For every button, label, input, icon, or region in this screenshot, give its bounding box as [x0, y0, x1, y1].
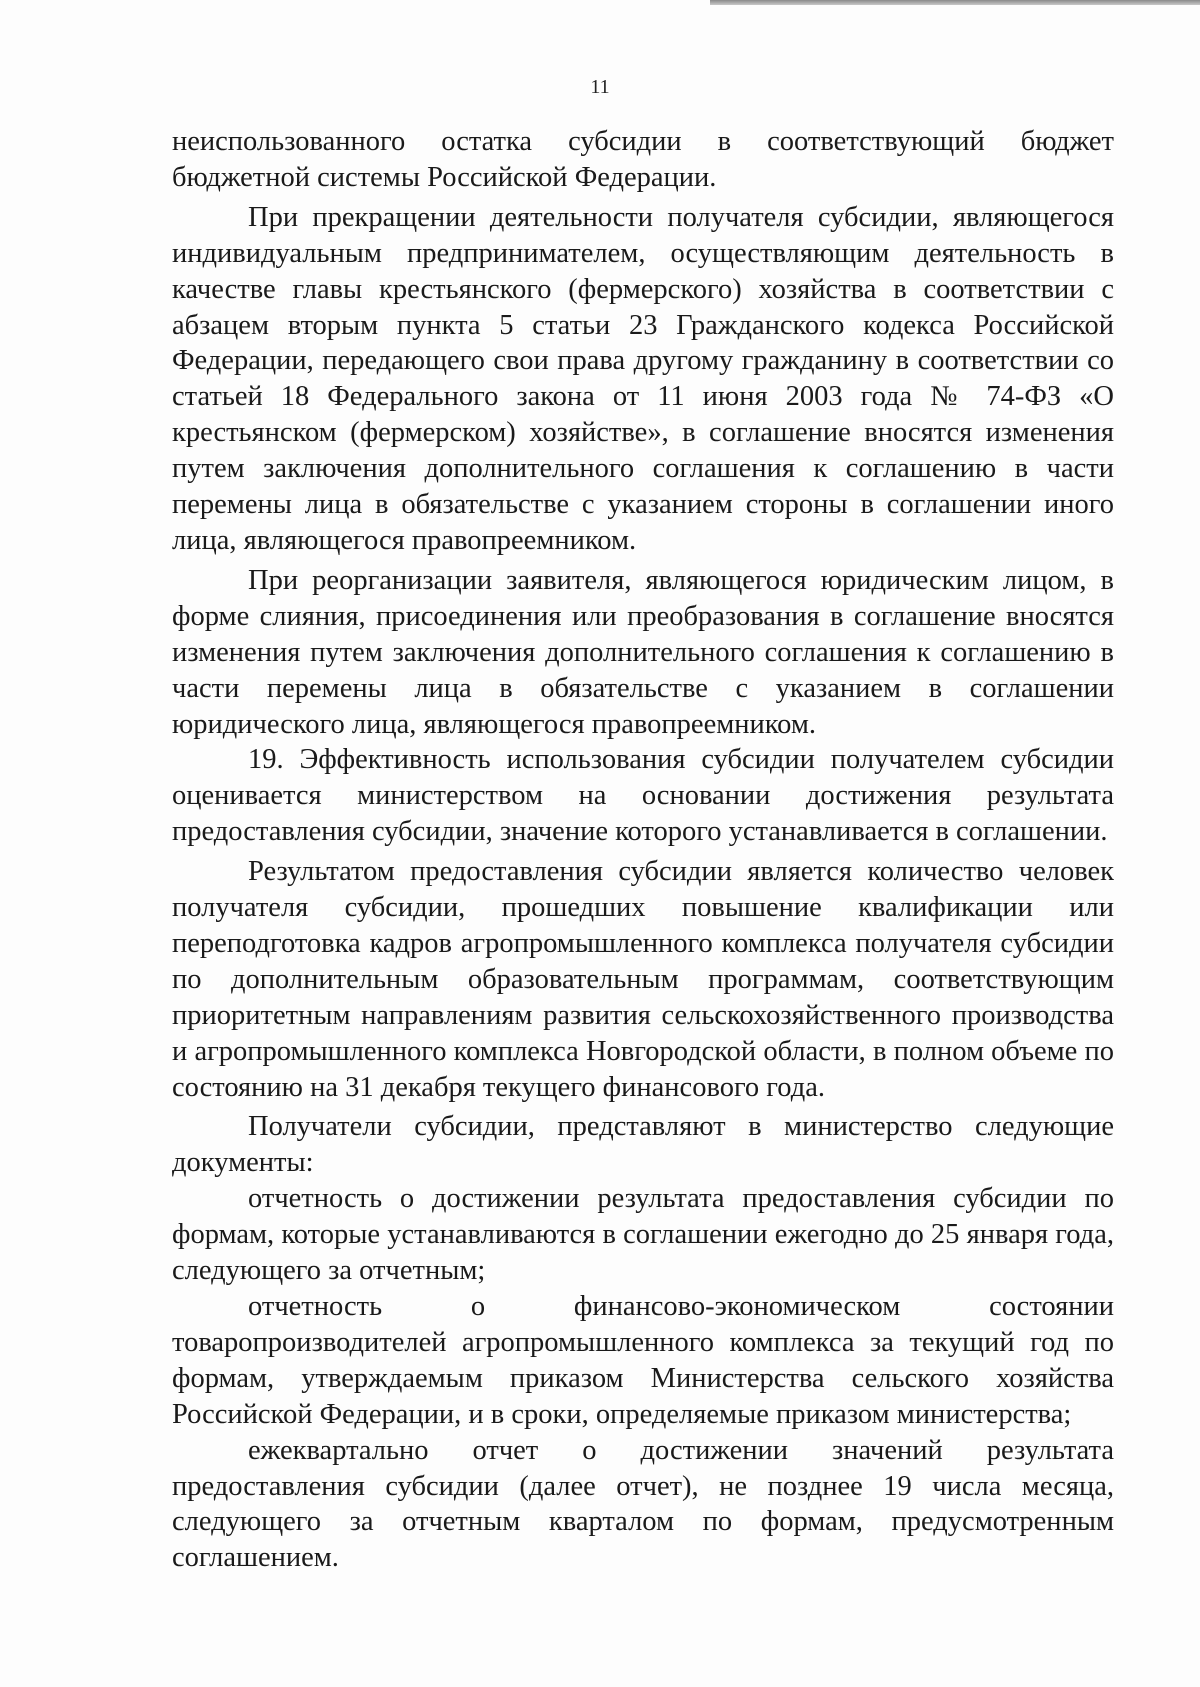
list-item-quarterly-report: ежеквартально отчет о достижении значений результата предоставления субсидии (далее отчет), не позднее 19 числа месяца, следующего за отчетным кварталом по формам, предусмотренным соглашением.	[172, 1434, 1114, 1574]
page-number: 11	[590, 76, 610, 98]
paragraph-19-effectiveness: 19. Эффективность использования субсидии получателем субсидии оценивается министерством на основании достижения результата предоставления субсидии, значение которого устанавливается в соглашении.	[172, 744, 1114, 848]
paragraph-reorganization: При реорганизации заявителя, являющегося юридическим лицом, в форме слияния, присоединения или преобразования в соглашение вносятся изменения путем заключения дополнительного соглашения к соглашению в части перемены лица в обязательстве с указанием в соглашении юридического лица, являющегося правопреемником.	[172, 564, 1114, 740]
list-item-result-report: отчетность о достижении результата предоставления субсидии по формам, которые устанавливаются в соглашении ежегодно до 25 января года, следующего за отчетным;	[172, 1183, 1114, 1287]
paragraph-documents-intro: Получатели субсидии, представляют в министерство следующие документы:	[172, 1111, 1114, 1179]
list-item-financial-report: отчетность о финансово-экономическом состоянии товаропроизводителей агропромышленного комплекса за текущий год по формам, утверждаемым приказом Министерства сельского хозяйства Российской Федерации, и в сроки, определяемые приказом министерства;	[172, 1291, 1114, 1430]
paragraph-result: Результатом предоставления субсидии является количество человек получателя субсидии, прошедших повышение квалификации или переподготовка кадров агропромышленного комплекса получателя субсидии по дополнительным образовательным программам, соответствующим приоритетным направлениям развития сельскохозяйственного производства и агропромышленного комплекса Новгородской области, в полном объеме по состоянию на 31 декабря текущего финансового года.	[172, 856, 1114, 1103]
document-body	[172, 124, 1114, 1576]
paragraph-continuation: неиспользованного остатка субсидии в соответствующий бюджет бюджетной системы Российской Федерации.	[172, 126, 1114, 193]
paragraph-peasant-farm-succession: При прекращении деятельности получателя субсидии, являющегося индивидуальным предпринимателем, осуществляющим деятельность в качестве главы крестьянского (фермерского) хозяйства в соответствии с абзацем вторым пункта 5 статьи 23 Гражданского кодекса Российской Федерации, передающего свои права другому гражданину в соответствии со статьей 18 Федерального закона от 11 июня 2003 года № 74-ФЗ «О крестьянском (фермерском) хозяйстве», в соглашение вносятся изменения путем заключения дополнительного соглашения к соглашению в части перемены лица в обязательстве с указанием стороны в соглашении иного лица, являющегося правопреемником.	[172, 201, 1114, 556]
scan-edge-artifact	[710, 0, 1200, 5]
